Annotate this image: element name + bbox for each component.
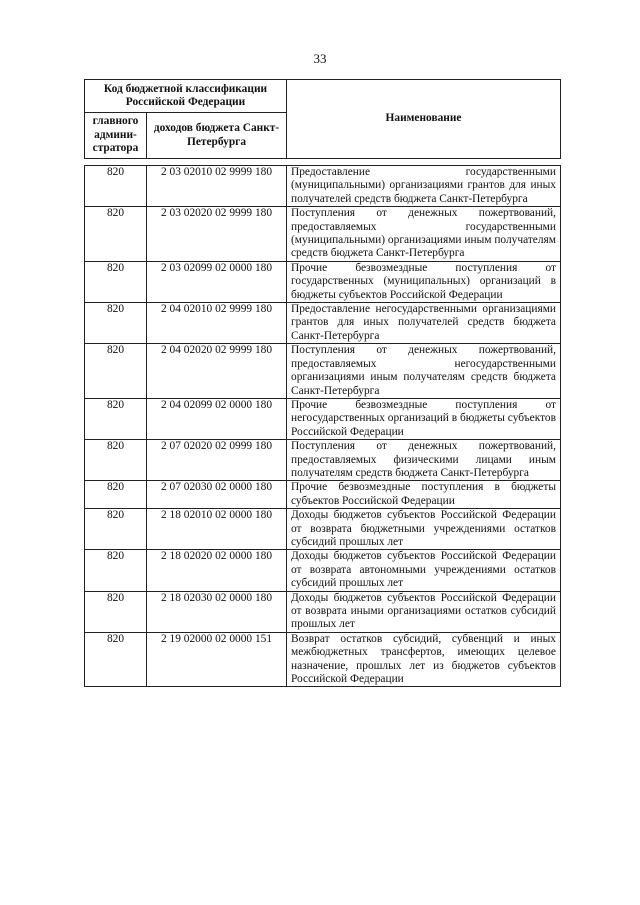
admin-code-cell: 820 — [85, 261, 147, 302]
code-column-header: доходов бюджета Санкт-Петербурга — [147, 113, 287, 159]
admin-code-cell: 820 — [85, 591, 147, 632]
revenue-code-cell: 2 04 02010 02 9999 180 — [147, 303, 287, 344]
revenue-name-cell: Предоставление государственными (муниципальными) организациями грантов для иных получателей средств бюджета Санкт-Петербурга — [287, 166, 561, 207]
revenue-name-cell: Доходы бюджетов субъектов Российской Федерации от возврата иными организациями остатков субсидий прошлых лет — [287, 591, 561, 632]
table-row — [85, 303, 561, 344]
table-row — [85, 509, 561, 550]
admin-code-cell: 820 — [85, 440, 147, 481]
name-column-header: Наименование — [287, 80, 561, 159]
revenue-name-cell: Поступления от денежных пожертвований, предоставляемых государственными (муниципальными) организациями иным получателям средств бюджета Санкт-Петербурга — [287, 207, 561, 262]
page-number: 33 — [313, 51, 327, 66]
revenue-code-cell: 2 18 02010 02 0000 180 — [147, 509, 287, 550]
table-row — [85, 632, 561, 687]
revenue-table — [84, 165, 561, 687]
table-row — [85, 344, 561, 399]
revenue-code-cell: 2 03 02020 02 9999 180 — [147, 207, 287, 262]
table-row — [85, 207, 561, 262]
admin-column-header: главного админи-стратора — [85, 113, 147, 159]
admin-code-cell: 820 — [85, 207, 147, 262]
table-row — [85, 550, 561, 591]
revenue-name-cell: Поступления от денежных пожертвований, предоставляемых негосударственными организациями иным получателям средств бюджета Санкт-Петербурга — [287, 344, 561, 399]
revenue-code-cell: 2 03 02099 02 0000 180 — [147, 261, 287, 302]
revenue-code-cell: 2 04 02099 02 0000 180 — [147, 398, 287, 439]
revenue-code-cell: 2 18 02030 02 0000 180 — [147, 591, 287, 632]
revenue-code-cell: 2 18 02020 02 0000 180 — [147, 550, 287, 591]
revenue-code-cell: 2 04 02020 02 9999 180 — [147, 344, 287, 399]
revenue-code-cell: 2 03 02010 02 9999 180 — [147, 166, 287, 207]
table-row — [85, 481, 561, 509]
revenue-name-cell: Предоставление негосударственными организациями грантов для иных получателей средств бюджета Санкт-Петербурга — [287, 303, 561, 344]
revenue-name-cell: Прочие безвозмездные поступления от негосударственных организаций в бюджеты субъектов Российской Федерации — [287, 398, 561, 439]
table-row — [85, 591, 561, 632]
table-header — [84, 79, 561, 159]
admin-code-cell: 820 — [85, 550, 147, 591]
revenue-name-cell: Прочие безвозмездные поступления в бюджеты субъектов Российской Федерации — [287, 481, 561, 509]
revenue-name-cell: Возврат остатков субсидий, субвенций и иных межбюджетных трансфертов, имеющих целевое назначение, прошлых лет из бюджетов субъектов Российской Федерации — [287, 632, 561, 687]
admin-code-cell: 820 — [85, 166, 147, 207]
revenue-code-cell: 2 07 02020 02 0999 180 — [147, 440, 287, 481]
admin-code-cell: 820 — [85, 509, 147, 550]
admin-code-cell: 820 — [85, 632, 147, 687]
admin-code-cell: 820 — [85, 481, 147, 509]
revenue-name-cell: Поступления от денежных пожертвований, предоставляемых физическими лицами иным получателям средств бюджета Санкт-Петербурга — [287, 440, 561, 481]
admin-code-cell: 820 — [85, 303, 147, 344]
admin-code-cell: 820 — [85, 398, 147, 439]
revenue-code-cell: 2 19 02000 02 0000 151 — [147, 632, 287, 687]
revenue-code-cell: 2 07 02030 02 0000 180 — [147, 481, 287, 509]
budget-classification-header: Код бюджетной классификации Российской Федерации — [85, 80, 287, 113]
table-row — [85, 440, 561, 481]
revenue-name-cell: Доходы бюджетов субъектов Российской Федерации от возврата бюджетными учреждениями остатков субсидий прошлых лет — [287, 509, 561, 550]
admin-code-cell: 820 — [85, 344, 147, 399]
table-row — [85, 398, 561, 439]
table-row — [85, 166, 561, 207]
revenue-name-cell: Прочие безвозмездные поступления от государственных (муниципальных) организаций в бюджеты субъектов Российской Федерации — [287, 261, 561, 302]
revenue-name-cell: Доходы бюджетов субъектов Российской Федерации от возврата автономными учреждениями остатков субсидий прошлых лет — [287, 550, 561, 591]
table-row — [85, 261, 561, 302]
